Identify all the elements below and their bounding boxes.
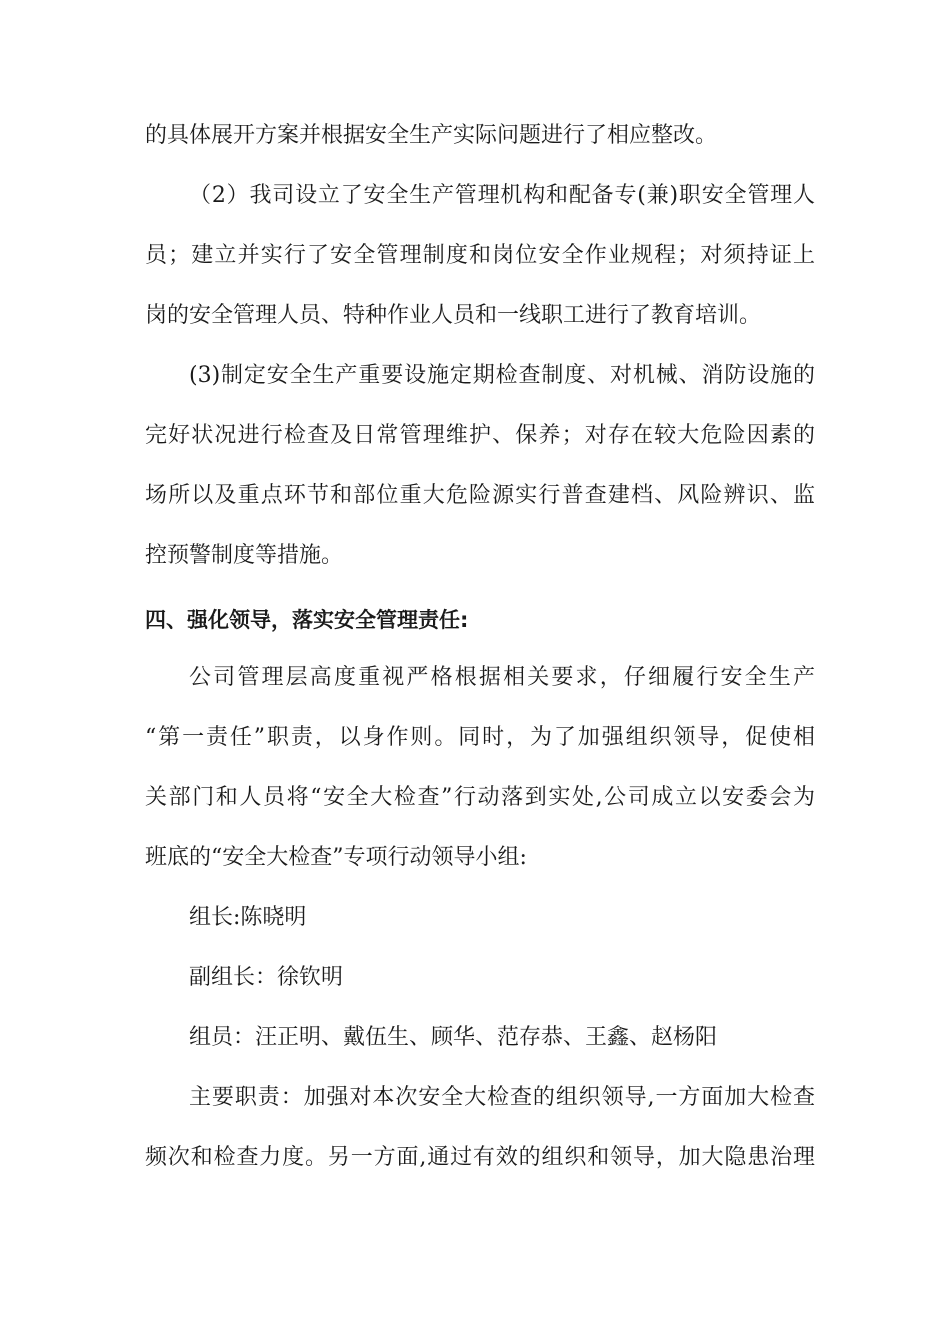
paragraph-line: 公司管理层高度重视严格根据相关要求，仔细履行安全生产 bbox=[189, 665, 815, 690]
paragraph-line: 主要职责：加强对本次安全大检查的组织领导,一方面加大检查 bbox=[189, 1085, 815, 1110]
paragraph-line: 员；建立并实行了安全管理制度和岗位安全作业规程；对须持证上 bbox=[145, 243, 815, 268]
paragraph-line: 班底的“安全大检查”专项行动领导小组: bbox=[145, 845, 527, 870]
team-leader-line: 组长:陈晓明 bbox=[189, 905, 307, 930]
paragraph-line: 场所以及重点环节和部位重大危险源实行普查建档、风险辨识、监 bbox=[145, 483, 815, 508]
paragraph-line: 岗的安全管理人员、特种作业人员和一线职工进行了教育培训。 bbox=[145, 303, 762, 328]
paragraph-line: 完好状况进行检查及日常管理维护、保养；对存在较大危险因素的 bbox=[145, 423, 815, 448]
section-heading: 四、强化领导，落实安全管理责任: bbox=[145, 608, 469, 632]
team-members-line: 组员：汪正明、戴伍生、顾华、范存恭、王鑫、赵杨阳 bbox=[189, 1025, 718, 1050]
paragraph-line: 的具体展开方案并根据安全生产实际问题进行了相应整改。 bbox=[145, 123, 718, 148]
deputy-leader-line: 副组长：徐钦明 bbox=[189, 965, 344, 990]
paragraph-line: 关部门和人员将“安全大检查”行动落到实处,公司成立以安委会为 bbox=[145, 785, 815, 810]
paragraph-line: “第一责任”职责，以身作则。同时，为了加强组织领导，促使相 bbox=[145, 725, 815, 750]
paragraph-line: 频次和检查力度。另一方面,通过有效的组织和领导，加大隐患治理 bbox=[145, 1145, 815, 1170]
paragraph-line: （2）我司设立了安全生产管理机构和配备专(兼)职安全管理人 bbox=[189, 183, 815, 208]
paragraph-line: (3)制定安全生产重要设施定期检查制度、对机械、消防设施的 bbox=[189, 363, 815, 388]
paragraph-line: 控预警制度等措施。 bbox=[145, 543, 344, 568]
